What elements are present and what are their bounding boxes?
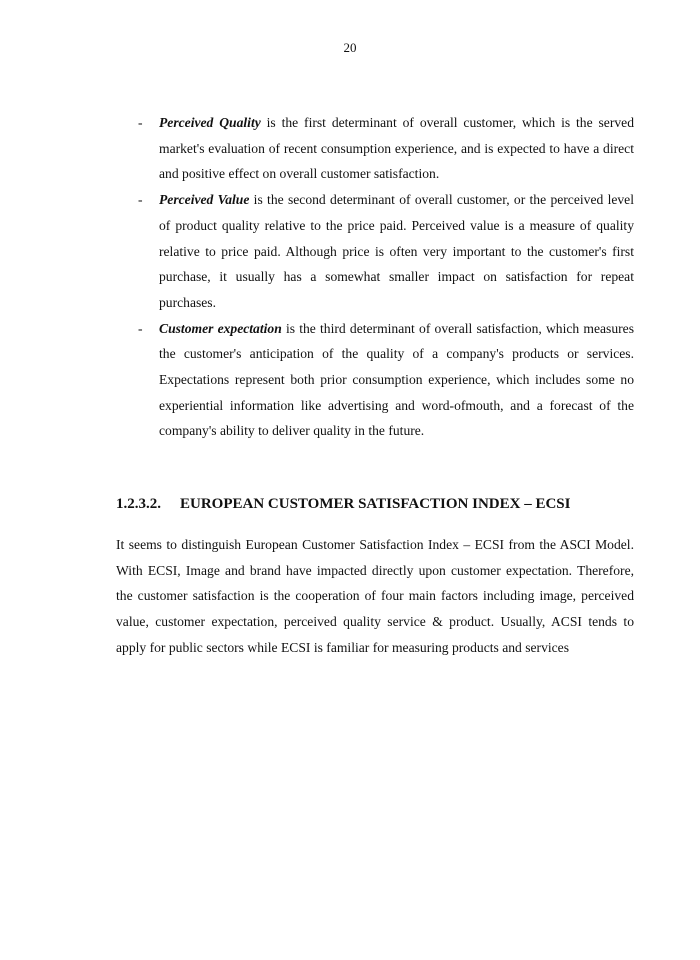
determinant-list [138, 110, 634, 444]
section-number: 1.2.3.2. [116, 496, 161, 512]
term-customer-expectation: Customer expectation [159, 320, 282, 336]
definition-customer-expectation: is the third determinant of overall satisfaction, which measures the customer's anticipation of the quality of a company's products or services. Expectations represent both prior consumption experience, which includes some no experiential information like advertising and word-ofmouth, and a forecast of the company's ability to deliver quality in the future. [159, 320, 634, 439]
term-perceived-value: Perceived Value [159, 192, 250, 208]
bullet-dash: - [138, 115, 143, 130]
section-paragraph: It seems to distinguish European Customer Satisfaction Index – ECSI from the ASCI Model. With ECSI, Image and brand have impacted directly upon customer expectation. Therefore, the customer satisfaction is the cooperation of four main factors including image, perceived value, customer expectation, perceived quality service & product. Usually, ACSI tends to apply for public sectors while ECSI is familiar for measuring products and services [116, 537, 634, 655]
definition-perceived-value: is the second determinant of overall customer, or the perceived level of product quality relative to the price paid. Perceived value is a measure of quality relative to price paid. Although price is often very important to the customer's first purchase, it usually has a somewhat smaller impact on satisfaction for repeat purchases. [159, 192, 634, 310]
list-item-customer-expectation [138, 316, 634, 445]
bullet-dash: - [138, 320, 143, 336]
list-item-perceived-value [138, 187, 634, 316]
term-perceived-quality: Perceived Quality [159, 115, 261, 130]
section-heading [116, 496, 636, 513]
definition-perceived-quality: is the first determinant of overall customer, which is the served market's evaluation of recent consumption experience, and is expected to have a direct and positive effect on overall customer satisfaction. [159, 115, 634, 182]
list-item-perceived-quality [138, 110, 634, 187]
section-title: EUROPEAN CUSTOMER SATISFACTION INDEX – ECSI [180, 496, 571, 512]
bullet-dash: - [138, 192, 143, 208]
page-number: 20 [343, 40, 357, 55]
